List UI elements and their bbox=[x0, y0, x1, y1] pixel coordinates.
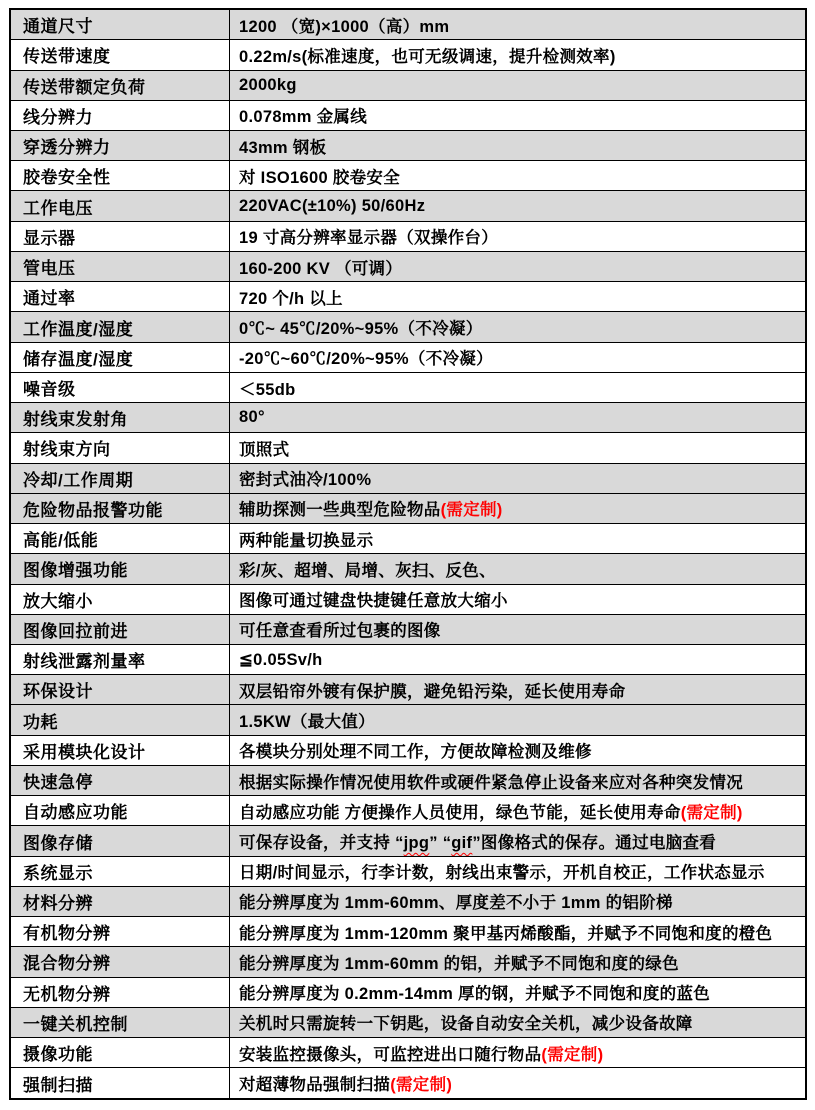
spec-value-text: 220VAC(±10%) 50/60Hz bbox=[239, 196, 426, 215]
spec-label-cell: 射线束方向 bbox=[10, 433, 230, 463]
spec-value-text: 双层铅帘外镀有保护膜，避免铅污染，延长使用寿命 bbox=[239, 682, 626, 701]
spec-value-text: 0℃~ 45℃/20%~95%（不冷凝） bbox=[239, 320, 483, 339]
spec-row bbox=[10, 221, 806, 251]
spec-row bbox=[10, 342, 806, 372]
spec-value-text: 关机时只需旋转一下钥匙，设备自动安全关机，减少设备故障 bbox=[239, 1015, 693, 1034]
spec-label-cell: 冷却/工作周期 bbox=[10, 463, 230, 493]
spec-row bbox=[10, 947, 806, 977]
spec-value-cell bbox=[230, 463, 807, 493]
spec-value-text: 160-200 KV （可调） bbox=[239, 259, 403, 278]
spec-value-cell bbox=[230, 70, 807, 100]
spec-value-text: 顶照式 bbox=[239, 440, 290, 459]
spec-label-cell: 材料分辨 bbox=[10, 886, 230, 916]
spec-row bbox=[10, 251, 806, 281]
spec-value-text: 安装监控摄像头，可监控进出口随行物品 bbox=[239, 1045, 542, 1064]
customization-required-note: (需定制) bbox=[541, 1045, 604, 1064]
spec-value-cell bbox=[230, 131, 807, 161]
spec-row bbox=[10, 977, 806, 1007]
spec-label-cell: 胶卷安全性 bbox=[10, 161, 230, 191]
spec-value-text: 能分辨厚度为 1mm-60mm、厚度差不小于 1mm 的铝阶梯 bbox=[239, 894, 673, 913]
spec-value-text: 可保存设备，并支持 “ bbox=[239, 834, 404, 853]
spec-value-text: 0.22m/s(标准速度，也可无级调速，提升检测效率) bbox=[239, 47, 616, 66]
spec-label-cell: 摄像功能 bbox=[10, 1038, 230, 1068]
spec-value-cell bbox=[230, 584, 807, 614]
spec-label-cell: 采用模块化设计 bbox=[10, 735, 230, 765]
spec-label-cell: 工作温度/湿度 bbox=[10, 312, 230, 342]
spec-value-cell bbox=[230, 403, 807, 433]
spec-value-cell bbox=[230, 1068, 807, 1099]
spec-value-cell bbox=[230, 282, 807, 312]
spec-value-cell bbox=[230, 614, 807, 644]
spec-label-cell: 射线泄露剂量率 bbox=[10, 645, 230, 675]
spec-label-cell: 图像回拉前进 bbox=[10, 614, 230, 644]
spec-value-cell bbox=[230, 342, 807, 372]
spec-value-text: ” “ bbox=[429, 834, 452, 853]
spec-row bbox=[10, 161, 806, 191]
spec-value-cell bbox=[230, 1007, 807, 1037]
spec-value-text: 能分辨厚度为 1mm-60mm 的铝，并赋予不同饱和度的绿色 bbox=[239, 954, 679, 973]
spec-value-cell bbox=[230, 312, 807, 342]
spec-row bbox=[10, 1007, 806, 1037]
spec-value-text: 1200 （宽)×1000（高）mm bbox=[239, 17, 450, 36]
spec-label-cell: 一键关机控制 bbox=[10, 1007, 230, 1037]
spec-value-cell bbox=[230, 1038, 807, 1068]
spec-label-cell: 环保设计 bbox=[10, 675, 230, 705]
spec-row bbox=[10, 100, 806, 130]
spec-row bbox=[10, 826, 806, 856]
spec-value-text: 各模块分别处理不同工作，方便故障检测及维修 bbox=[239, 743, 592, 762]
spec-table-body bbox=[10, 9, 806, 1099]
spec-label-cell: 管电压 bbox=[10, 251, 230, 281]
spec-label-cell: 自动感应功能 bbox=[10, 796, 230, 826]
spec-value-text: 图像可通过键盘快捷键任意放大缩小 bbox=[239, 592, 508, 611]
spec-label-cell: 射线束发射角 bbox=[10, 403, 230, 433]
spec-value-text: 720 个/h 以上 bbox=[239, 289, 343, 308]
spec-value-cell bbox=[230, 221, 807, 251]
spec-row bbox=[10, 1038, 806, 1068]
spec-row bbox=[10, 40, 806, 70]
spec-label-cell: 混合物分辨 bbox=[10, 947, 230, 977]
spec-value-text: ≦0.05Sv/h bbox=[239, 650, 323, 669]
spec-value-cell bbox=[230, 977, 807, 1007]
spec-label-cell: 噪音级 bbox=[10, 372, 230, 402]
spec-row bbox=[10, 554, 806, 584]
spec-label-cell: 通过率 bbox=[10, 282, 230, 312]
spec-value-text: 43mm 钢板 bbox=[239, 138, 327, 157]
spec-row bbox=[10, 131, 806, 161]
spec-row bbox=[10, 614, 806, 644]
spec-value-cell bbox=[230, 886, 807, 916]
spec-value-text: 根据实际操作情况使用软件或硬件紧急停止设备来应对各种突发情况 bbox=[239, 773, 743, 792]
spec-value-cell bbox=[230, 796, 807, 826]
spec-row bbox=[10, 372, 806, 402]
spec-value-text: ＜55db bbox=[239, 380, 296, 399]
spec-label-cell: 图像存储 bbox=[10, 826, 230, 856]
spec-value-text: 能分辨厚度为 0.2mm-14mm 厚的钢，并赋予不同饱和度的蓝色 bbox=[239, 985, 711, 1004]
spec-value-cell bbox=[230, 191, 807, 221]
spec-value-cell bbox=[230, 100, 807, 130]
spec-label-cell: 穿透分辨力 bbox=[10, 131, 230, 161]
spec-row bbox=[10, 584, 806, 614]
spec-row bbox=[10, 645, 806, 675]
spec-row bbox=[10, 705, 806, 735]
spec-row bbox=[10, 433, 806, 463]
spec-label-cell: 传送带额定负荷 bbox=[10, 70, 230, 100]
spec-value-cell bbox=[230, 826, 807, 856]
spec-row bbox=[10, 282, 806, 312]
spec-row bbox=[10, 917, 806, 947]
spec-value-text: -20℃~60℃/20%~95%（不冷凝） bbox=[239, 350, 493, 369]
spec-row bbox=[10, 493, 806, 523]
spec-label-cell: 线分辨力 bbox=[10, 100, 230, 130]
spec-value-cell bbox=[230, 705, 807, 735]
spec-row bbox=[10, 463, 806, 493]
spec-label-cell: 显示器 bbox=[10, 221, 230, 251]
spec-value-cell bbox=[230, 917, 807, 947]
spec-value-text: 日期/时间显示，行李计数，射线出束警示，开机自校正，工作状态显示 bbox=[239, 864, 765, 883]
spec-value-cell bbox=[230, 40, 807, 70]
spec-value-text: 能分辨厚度为 1mm-120mm 聚甲基丙烯酸酯，并赋予不同饱和度的橙色 bbox=[239, 924, 773, 943]
spec-value-cell bbox=[230, 524, 807, 554]
spec-value-text: 彩/灰、超增、局增、灰扫、反色、 bbox=[239, 561, 496, 580]
spellcheck-underlined-word: jpg bbox=[403, 834, 430, 853]
spec-row bbox=[10, 9, 806, 40]
spec-value-text: 对超薄物品强制扫描 bbox=[239, 1076, 391, 1095]
spec-label-cell: 传送带速度 bbox=[10, 40, 230, 70]
customization-required-note: (需定制) bbox=[390, 1076, 453, 1095]
spec-value-text: 1.5KW（最大值） bbox=[239, 713, 375, 732]
spec-label-cell: 强制扫描 bbox=[10, 1068, 230, 1099]
spec-row bbox=[10, 1068, 806, 1099]
spec-label-cell: 快速急停 bbox=[10, 765, 230, 795]
spec-value-cell bbox=[230, 251, 807, 281]
spec-label-cell: 储存温度/湿度 bbox=[10, 342, 230, 372]
spec-row bbox=[10, 312, 806, 342]
spec-value-text: 80° bbox=[239, 408, 265, 427]
spec-label-cell: 系统显示 bbox=[10, 856, 230, 886]
spec-label-cell: 危险物品报警功能 bbox=[10, 493, 230, 523]
spec-label-cell: 无机物分辨 bbox=[10, 977, 230, 1007]
spellcheck-underlined-word: gif bbox=[451, 834, 473, 853]
spec-label-cell: 高能/低能 bbox=[10, 524, 230, 554]
spec-value-cell bbox=[230, 372, 807, 402]
spec-value-text: 对 ISO1600 胶卷安全 bbox=[239, 168, 400, 187]
spec-value-cell bbox=[230, 554, 807, 584]
spec-label-cell: 通道尺寸 bbox=[10, 9, 230, 40]
spec-value-text: 辅助探测一些典型危险物品 bbox=[239, 501, 441, 520]
spec-label-cell: 功耗 bbox=[10, 705, 230, 735]
spec-row bbox=[10, 796, 806, 826]
spec-row bbox=[10, 524, 806, 554]
customization-required-note: (需定制) bbox=[440, 501, 503, 520]
spec-value-cell bbox=[230, 675, 807, 705]
spec-value-cell bbox=[230, 161, 807, 191]
spec-value-cell bbox=[230, 9, 807, 40]
spec-row bbox=[10, 675, 806, 705]
spec-value-text: 密封式油冷/100% bbox=[239, 471, 372, 490]
spec-label-cell: 图像增强功能 bbox=[10, 554, 230, 584]
spec-row bbox=[10, 70, 806, 100]
spec-value-text: ”图像格式的保存。通过电脑查看 bbox=[472, 834, 717, 853]
spec-value-text: 自动感应功能 方便操作人员使用，绿色节能，延长使用寿命 bbox=[239, 803, 681, 822]
spec-value-cell bbox=[230, 735, 807, 765]
spec-table bbox=[9, 8, 807, 1100]
spec-row bbox=[10, 403, 806, 433]
spec-row bbox=[10, 191, 806, 221]
spec-value-cell bbox=[230, 645, 807, 675]
spec-value-text: 19 寸高分辨率显示器（双操作台） bbox=[239, 229, 499, 248]
spec-value-cell bbox=[230, 856, 807, 886]
spec-value-cell bbox=[230, 493, 807, 523]
spec-label-cell: 放大缩小 bbox=[10, 584, 230, 614]
spec-value-text: 可任意查看所过包裹的图像 bbox=[239, 622, 441, 641]
spec-value-cell bbox=[230, 947, 807, 977]
spec-value-text: 2000kg bbox=[239, 75, 297, 94]
spec-value-text: 两种能量切换显示 bbox=[239, 531, 374, 550]
spec-value-cell bbox=[230, 765, 807, 795]
spec-row bbox=[10, 765, 806, 795]
spec-label-cell: 有机物分辨 bbox=[10, 917, 230, 947]
spec-row bbox=[10, 856, 806, 886]
spec-value-cell bbox=[230, 433, 807, 463]
spec-value-text: 0.078mm 金属线 bbox=[239, 108, 368, 127]
spec-row bbox=[10, 735, 806, 765]
customization-required-note: (需定制) bbox=[680, 803, 743, 822]
spec-row bbox=[10, 886, 806, 916]
spec-label-cell: 工作电压 bbox=[10, 191, 230, 221]
